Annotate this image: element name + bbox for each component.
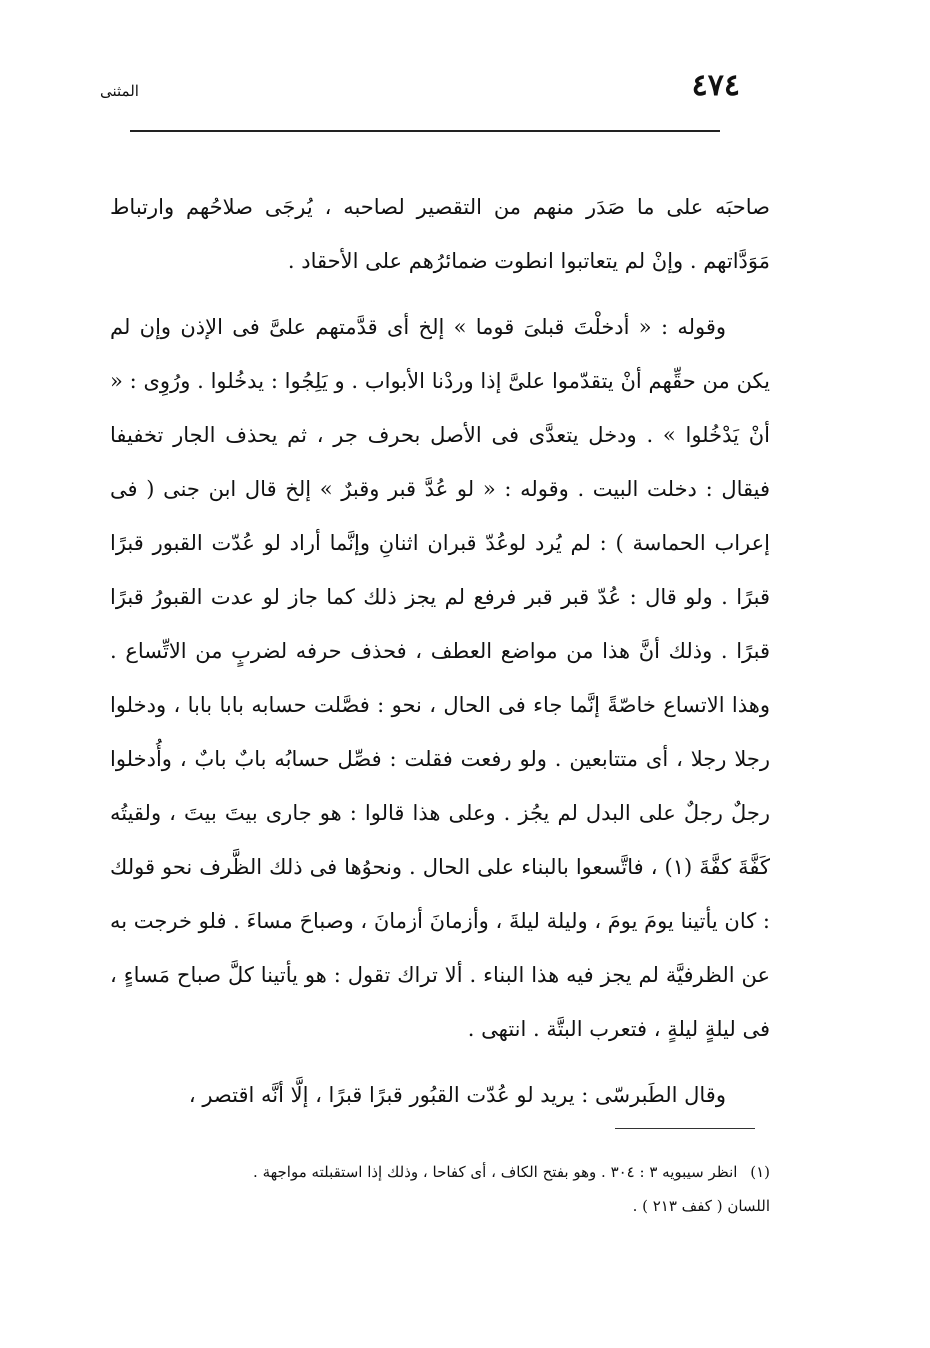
paragraph-continuation: صاحبَه على ما صَدَر منهم من التقصير لصاحبه ، يُرجَى صلاحُهم وارتباط مَوَدَّاتهم . وإنْ لم يتعاتبوا انطوت ضمائرُهم على الأحقاد . bbox=[110, 195, 770, 273]
page-header bbox=[100, 68, 740, 118]
footnote-line bbox=[110, 1155, 770, 1189]
paragraph-tabarsi: وقال الطَبرسّى : يريد لو عُدّت القبُور قبرًا قبرًا ، إلَّا أنَّه اقتصر ، bbox=[188, 1083, 726, 1107]
running-title: المثنى bbox=[100, 82, 139, 100]
footnote-text: انظر سيبويه ٣ : ٣٠٤ . وهو بفتح الكاف ، أى كفاحا ، وذلك إذا استقبلته مواجهة . bbox=[253, 1163, 738, 1181]
header-divider bbox=[130, 130, 720, 132]
paragraph-commentary: وقوله : « أدخلْتَ قبلىَ قوما » إلخ أى قدَّمتهم علىَّ فى الإذن وإن لم يكن من حقِّهم أنْ يتقدّموا علىَّ إذا وردْنا الأبواب . و يَلِجُوا : يدخُلوا . ورُوِى : « أنْ يَدْخُلوا » . ودخل يتعدَّى فى الأصل بحرف جر ، ثم يحذف الجار تخفيفا فيقال : دخلت البيت . وقوله : « لو عُدَّ قبر وقبرٌ » إلخ قال ابن جنى ( فى إعراب الحماسة ) : لم يُرد لوعُدّ قبران اثنانِ وإنَّما أراد لو عُدّت القبور قبرًا قبرًا . ولو قال : عُدّ قبر قبر فرفع لم يجز ذلك كما جاز لو عدت القبورُ قبرًا قبرًا . وذلك أنَّ هذا من مواضع العطف ، فحذف حرفه لضربٍ من الاتِّساع . وهذا الاتساع خاصّةً إنَّما جاء فى الحال ، نحو : فصَّلت حسابه بابا بابا ، ودخلوا رجلا رجلا ، أى متتابعين . ولو رفعت فقلت : فصِّل حسابُه بابٌ بابٌ ، وأُدخلوا رجلٌ رجلٌ على البدل لم يجُز . وعلى هذا قالوا : هو جارى بيتَ بيتَ ، ولقيتُه كَفَّةَ كفَّةَ (١) ، فاتَّسعوا بالبناء على الحال . ونحوُها فى ذلك الظَّرف نحو قولك : كان يأتينا يومَ يومَ ، وليلة ليلةَ ، وأزمانَ أزمانَ ، وصباحَ مساءَ . فلو خرجت به عن الظرفيَّة لم يجز فيه هذا البناء . ألا تراك تقول : هو يأتينا كلَّ صباح مَساءٍ ، فى ليلةٍ ليلةٍ ، فتعرب البتَّة . انتهى . bbox=[110, 315, 771, 1041]
footnote-marker: (١) bbox=[750, 1163, 770, 1181]
footnotes bbox=[110, 1155, 770, 1223]
footnote-line-continued: اللسان ( كفف ٢١٣ ) . bbox=[632, 1197, 770, 1215]
footnote-divider bbox=[615, 1128, 755, 1129]
main-text bbox=[110, 180, 770, 1134]
page-number: ٤٧٤ bbox=[691, 68, 740, 103]
